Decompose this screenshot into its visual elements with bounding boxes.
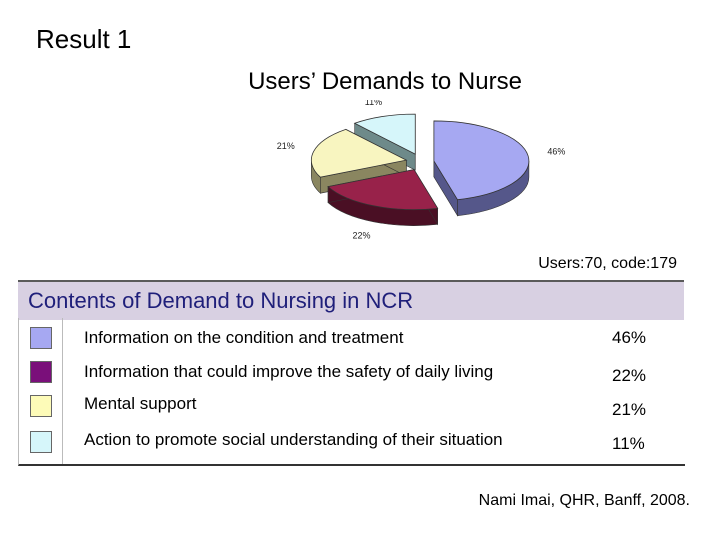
row-percent: 21%	[612, 400, 647, 419]
pie-data-label: 46%	[547, 146, 566, 157]
row-description: Action to promote social understanding of their situation	[84, 430, 503, 449]
row-description: Information that could improve the safety of daily living	[84, 362, 494, 381]
table-row	[18, 354, 684, 390]
slide-title: Result 1	[36, 24, 132, 54]
demand-table	[18, 280, 684, 464]
table-header-text: Contents of Demand to Nursing in NCR	[28, 288, 414, 313]
pie-data-label: 21%	[276, 140, 295, 151]
source-credit: Nami Imai, QHR, Banff, 2008.	[478, 492, 690, 509]
table-header	[18, 280, 684, 320]
table-row	[18, 320, 684, 356]
color-swatch	[30, 361, 52, 383]
row-percent: 11%	[612, 434, 645, 453]
pie-data-label: 11%	[364, 100, 383, 108]
pie-chart	[250, 100, 630, 240]
color-swatch	[30, 327, 52, 349]
chart-title: Users’ Demands to Nurse	[248, 68, 522, 95]
color-swatch	[30, 431, 52, 453]
users-code-note: Users:70, code:179	[538, 255, 677, 272]
row-description: Information on the condition and treatment	[84, 328, 404, 347]
table-row	[18, 424, 684, 460]
color-swatch	[30, 395, 52, 417]
table-row	[18, 388, 684, 424]
row-percent: 46%	[612, 328, 647, 347]
row-percent: 22%	[612, 366, 647, 385]
pie-slice	[434, 121, 529, 216]
pie-data-label: 22%	[352, 230, 371, 240]
row-description: Mental support	[84, 394, 197, 413]
